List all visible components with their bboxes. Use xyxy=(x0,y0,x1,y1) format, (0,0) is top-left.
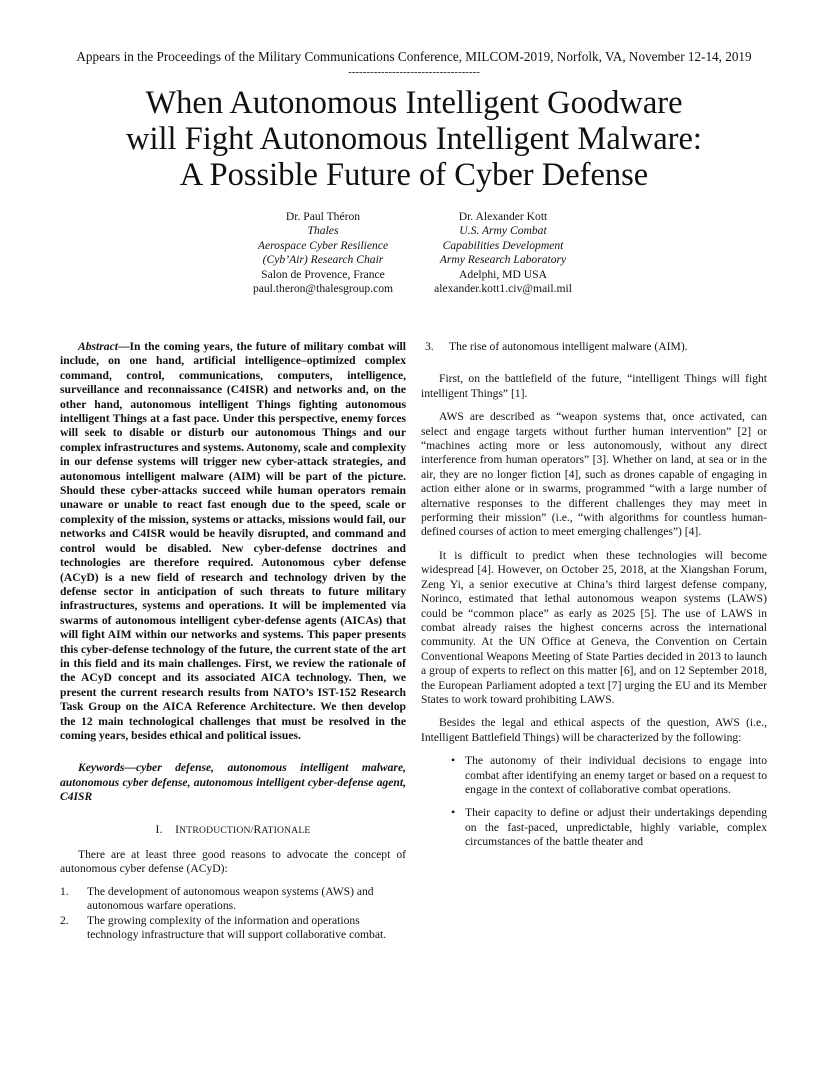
author-affiliation: Army Research Laboratory xyxy=(439,253,567,267)
author-affiliation: U.S. Army Combat xyxy=(459,224,547,238)
list-item xyxy=(60,885,406,914)
keywords: Keywords—cyber defense, autonomous intelligent malware, autonomous cyber defense, autonomous intelligent cyber-defense agent, C4ISR xyxy=(60,761,406,804)
list-item-text: The rise of autonomous intelligent malware (AIM). xyxy=(449,340,688,353)
list-item xyxy=(60,914,406,943)
paper-title xyxy=(0,85,828,193)
header-separator: ------------------------------------ xyxy=(348,66,480,78)
left-column xyxy=(60,340,406,942)
bullet-icon: • xyxy=(451,805,456,820)
author-affiliation: Aerospace Cyber Resilience xyxy=(257,238,389,252)
proceedings-header: Appears in the Proceedings of the Military Communications Conference, MILCOM-2019, Norfolk, VA, November 12-14, 2019 xyxy=(76,49,752,64)
right-column xyxy=(421,340,767,859)
list-item xyxy=(421,806,767,849)
bullet-icon: • xyxy=(451,753,456,768)
author-name: Dr. Paul Théron xyxy=(285,210,361,223)
list-item-text: Their capacity to define or adjust their undertakings depending on the fast-paced, unpredictable, highly variable, complex circumstances of the battle theater and xyxy=(465,806,767,849)
author-block-theron xyxy=(223,210,423,296)
reasons-list xyxy=(60,885,406,943)
body-paragraph: First, on the battlefield of the future, “intelligent Things will fight intelligent Things” [1]. xyxy=(421,372,767,400)
intro-paragraph: There are at least three good reasons to advocate the concept of autonomous cyber defense (ACyD): xyxy=(60,848,406,876)
author-affiliation: Capabilities Development xyxy=(442,238,564,252)
title-line-2: will Fight Autonomous Intelligent Malware: xyxy=(126,121,702,157)
list-item-number: 3. xyxy=(425,340,434,353)
list-item-text: The development of autonomous weapon systems (AWS) and autonomous warfare operations. xyxy=(87,884,374,913)
author-location: Adelphi, MD USA xyxy=(459,267,547,281)
author-email: alexander.kott1.civ@mail.mil xyxy=(434,282,572,296)
list-item-number: 2. xyxy=(60,913,69,927)
author-affiliation: (Cyb’Air) Research Chair xyxy=(262,253,384,267)
author-name: Dr. Alexander Kott xyxy=(458,210,548,223)
list-item xyxy=(421,754,767,797)
abstract-label: Abstract xyxy=(78,340,118,353)
author-email: paul.theron@thalesgroup.com xyxy=(252,282,394,296)
list-item-text: The growing complexity of the information and operations technology infrastructure that will support collaborative combat. xyxy=(87,913,387,942)
list-item xyxy=(421,340,767,354)
list-item-text: The autonomy of their individual decisions to engage into combat after identifying an enemy target or based on a request to engage in the context of collaborative combat operations. xyxy=(465,754,767,796)
section-number: I. xyxy=(155,822,163,836)
section-title-part: NTRODUCTION/ xyxy=(179,824,254,836)
section-title-part: I xyxy=(175,822,180,836)
abstract-text: —In the coming years, the future of military combat will include, on one hand, artificial intelligence–optimized complex command, control, communications, computers, intelligence, surveillance and reconnaissance (C4ISR) and networks and, on the other hand, autonomous intelligent Things fighting autonomous intelligent Things at a fast pace. Under this perspective, enemy forces will seek to disable or disturb our autonomous Things and our complex infrastructures and systems. Autonomy, scale and complexity in our defense systems will trigger new cyber-attack strategies, and autonomous intelligent malware (AIM) will be part of the picture. Should these cyber-attacks succeed while human operators remain unaware or unable to react fast enough due to the speed, scale or complexity of the mission, systems or attacks, missions would fail, our networks and C4ISR would be heavily disrupted, and command and control would be disabled. New cyber-defense doctrines and technologies are therefore required. Autonomous cyber defense (ACyD) is a new field of research and technology driven by the defense sector in anticipation of such threats to future military infrastructures, systems and operations. It will be implemented via swarms of autonomous intelligent cyber-defense agents (AICAs) that will fight AIM within our networks and systems. This paper presents this cyber-defense technology of the future, the current state of the art in this field and its main challenges. First, we review the rationale of the ACyD concept and its associated AICA technology. Then, we present the current research results from NATO’s IST-152 Research Task Group on the AICA Reference Architecture. We then develop the 12 main technological challenges that must be resolved in the coming years, besides ethical and political issues. xyxy=(60,340,406,742)
author-location: Salon de Provence, France xyxy=(261,267,385,281)
list-item-number: 1. xyxy=(60,884,69,898)
body-paragraph: Besides the legal and ethical aspects of the question, AWS (i.e., Intelligent Battlefield Things) will be characterized by the following: xyxy=(421,716,767,744)
section-title-part: R xyxy=(253,822,262,836)
author-affiliation: Thales xyxy=(307,224,339,238)
title-line-1: When Autonomous Intelligent Goodware xyxy=(145,85,683,121)
title-line-3: A Possible Future of Cyber Defense xyxy=(179,157,649,193)
body-paragraph: It is difficult to predict when these technologies will become widespread [4]. However, on October 25, 2018, at the Xiangshan Forum, Zeng Yi, a senior executive at China’s third largest defense company, Norinco, estimated that lethal autonomous weapon systems (LAWS) could be “common place” as early as 2025 [5]. The use of LAWS in combat already raises the highest concerns across the international community. At the UN Office at Geneva, the Convention on Certain Conventional Weapons Meeting of State Parties decided in 2013 to launch a group of experts to reflect on this matter [6], and on 12 September 2018, the European Parliament adopted a text [7] urging the EU and its Member States to work toward prohibiting LAWS. xyxy=(421,548,767,706)
section-heading-introduction xyxy=(60,823,406,838)
characteristics-list xyxy=(421,754,767,849)
body-paragraph: AWS are described as “weapon systems that, once activated, can select and engage targets without further human intervention” [2] or “machines acting more or less autonomously, without any direct interference from human operators” [3]. Whether on land, at sea or in the air, they are no longer fiction [4], such as drones capable of engaging in action either alone or in swarms, programmed “with a large number of alternative responses to the different challenges they may meet in performing their mission” (i.e., “with algorithms for countless human-defined courses of action to meet emerging challenges”) [4]. xyxy=(421,410,767,539)
author-block-kott xyxy=(403,210,603,296)
abstract xyxy=(60,340,406,743)
section-title-part: ATIONALE xyxy=(261,824,311,836)
